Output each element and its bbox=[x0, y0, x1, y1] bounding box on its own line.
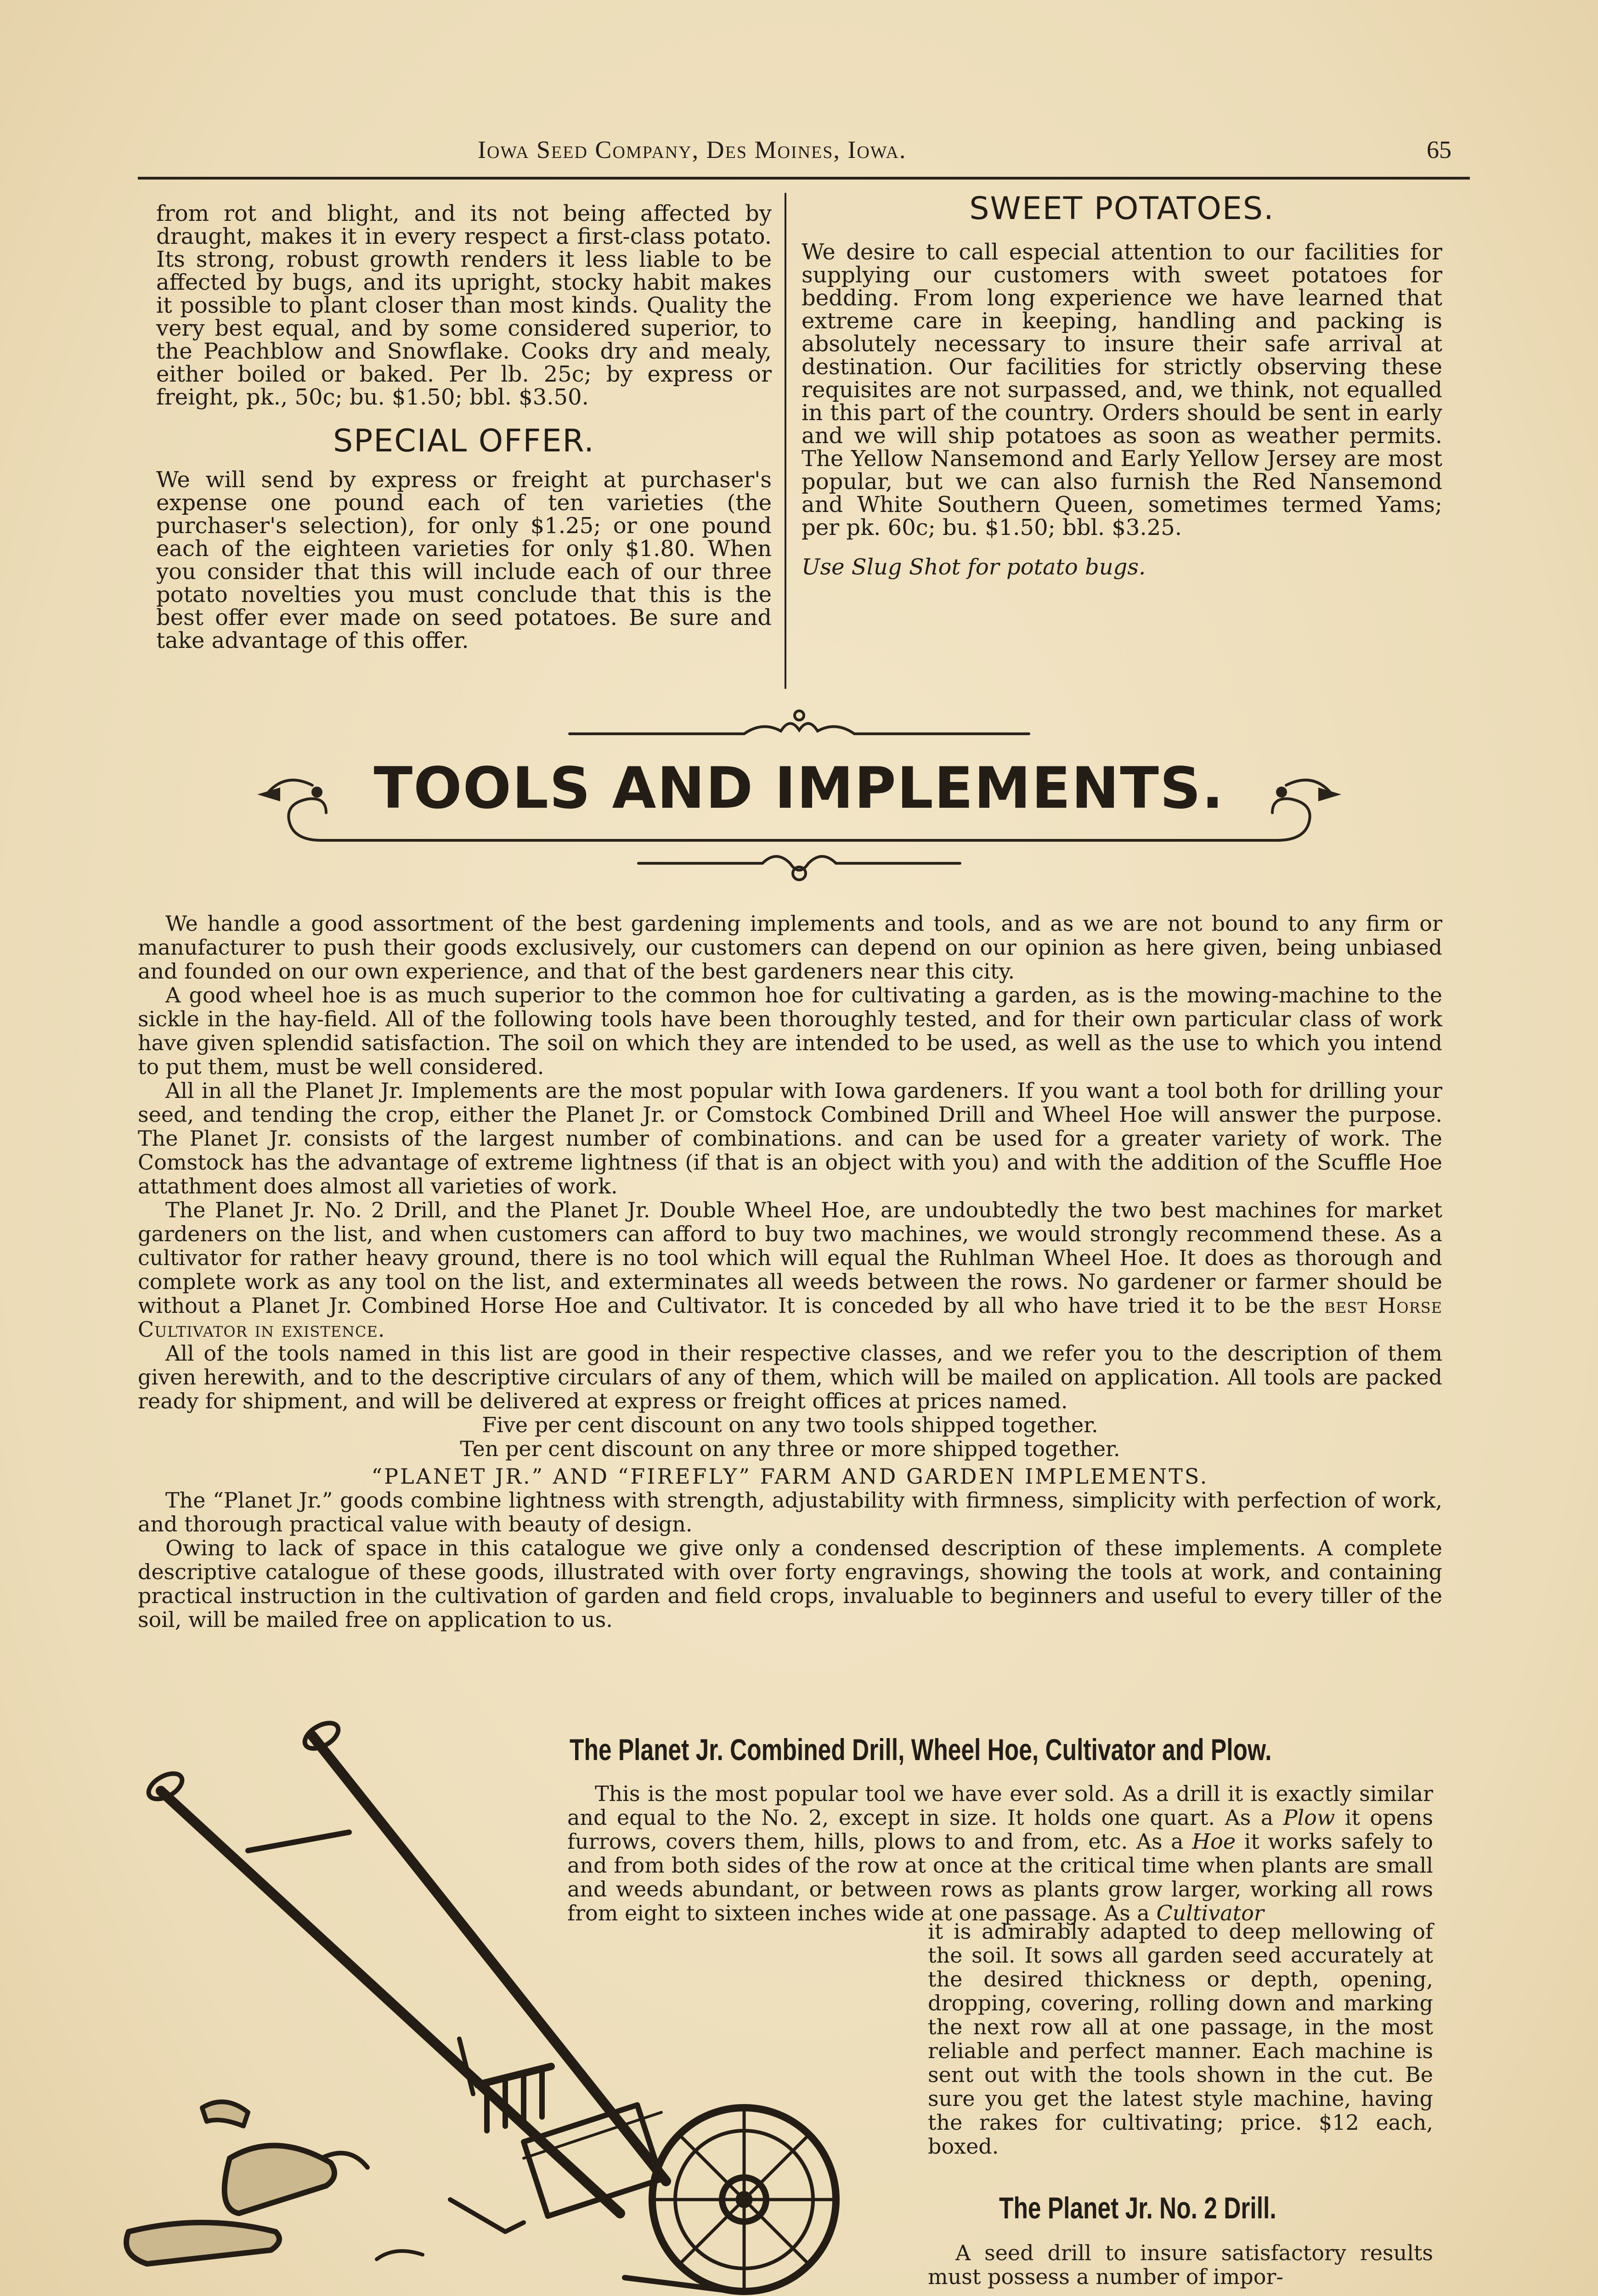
column-divider bbox=[785, 193, 786, 689]
planet-firefly-heading: “PLANET JR.” AND “FIREFLY” FARM AND GARDEN IMPLEMENTS. bbox=[371, 1464, 1209, 1489]
tools-paragraph-4 bbox=[138, 1198, 1442, 1341]
no2-drill-text-block bbox=[928, 2241, 1433, 2289]
tools-paragraph-5: All of the tools named in this list are good in their respective classes, and we refer you to the description of them given herewith, and to the descriptive circulars of any of them, which will be mailed on application. All tools are packed ready for shipment, and will be delivered at express or freight offices at prices named. bbox=[138, 1341, 1442, 1413]
left-column bbox=[156, 202, 772, 652]
combined-drill-text-b: it opens furrows, covers them, hills, plows to and from, etc. As a bbox=[567, 1805, 1433, 1854]
combined-drill-continued bbox=[928, 1919, 1433, 2158]
tools-paragraph-4-text: The Planet Jr. No. 2 Drill, and the Planet Jr. Double Wheel Hoe, are undoubtedly the two best machines for market gardeners on the list, and when customers can afford to buy two machines, we would strongly recommend these. As a cultivator for rather heavy ground, there is no tool which will equal the Ruhlman Wheel Hoe. It does as thorough and complete work as any tool on the list, and exterminates all weeds between the rows. No gardener or farmer should be without a Planet Jr. Combined Horse Hoe and Cultivator. It is conceded by all who have tried it to be the bbox=[138, 1198, 1442, 1318]
combined-drill-description bbox=[567, 1782, 1433, 1925]
combined-drill-text-block bbox=[567, 1782, 1433, 1925]
tools-and-implements-heading: TOOLS AND IMPLEMENTS. bbox=[373, 755, 1225, 822]
tools-paragraph-2: A good wheel hoe is as much superior to the common hoe for cultivating a garden, as is the mowing-machine to the sickle in the hay-field. All of the following tools have been thoroughly tested, and for their own particular class of work have given splendid satisfaction. The soil on which they are intended to be used, as well as the use to which you intend to put them, must be well considered. bbox=[138, 983, 1442, 1079]
special-offer-heading: SPECIAL OFFER. bbox=[333, 423, 595, 459]
combined-drill-text-c: it works safely to and from both sides of the row at once at the critical time when plants are small and weeds abundant, or between rows as plants grow larger, working all rows from eight to sixteen inches wide at one passage. As a bbox=[567, 1829, 1434, 1925]
slug-shot-note: Use Slug Shot for potato bugs. bbox=[802, 554, 1146, 580]
discount-three-tools: Ten per cent discount on any three or more shipped together. bbox=[460, 1436, 1120, 1461]
running-title: Iowa Seed Company, Des Moines, Iowa. bbox=[478, 136, 907, 163]
cultivator-word: Cultivator bbox=[1156, 1901, 1264, 1925]
combined-drill-text-a: This is the most popular tool we have ever sold. As a drill it is exactly similar and equal to the No. 2, except in size. It holds one quart. As a bbox=[567, 1781, 1433, 1830]
potato-description: from rot and blight, and its not being affected by draught, makes it in every respect a first-class potato. Its strong, robust growth renders it less liable to be affected by bugs, and its upright, stocky habit makes it possible to plant closer than most kinds. Quality the very best equal, and by some considered superior, to the Peachblow and Snowflake. Cooks dry and mealy, either boiled or baked. Per lb. 25c; by express or freight, pk., 50c; bu. $1.50; bbl. $3.50. bbox=[156, 201, 772, 410]
running-head bbox=[138, 131, 1470, 180]
tools-body bbox=[138, 912, 1442, 1632]
right-column bbox=[802, 191, 1442, 580]
best-horse-cultivator: best Horse Cultivator in existence. bbox=[138, 1293, 1442, 1342]
hoe-word: Hoe bbox=[1192, 1829, 1236, 1854]
special-offer-text: We will send by express or freight at purchaser's expense one pound each of ten varieties (the purchaser's selection), for only $1.25; or one pound each of the eighteen varieties for only $1.80. When you consider that this will include each of our three potato novelties you must conclude that this is the best offer ever made on seed potatoes. Be sure and take advantage of this offer. bbox=[156, 467, 772, 653]
discount-two-tools: Five per cent discount on any two tools shipped together. bbox=[482, 1412, 1098, 1437]
planet-paragraph-1: The “Planet Jr.” goods combine lightness with strength, adjustability with firmness, simplicity with perfection of work, and thorough practical value with beauty of design. bbox=[138, 1488, 1442, 1536]
sweet-potatoes-text: We desire to call especial attention to our facilities for supplying our customers with sweet potatoes for bedding. From long experience we have learned that extreme care in keeping, handling and packing is absolutely necessary to insure their safe arrival at destination. Our facilities for strictly observing these requisites are not surpassed, and, we think, not equalled in this part of the country. Orders should be sent in early and we will ship potatoes as soon as weather permits. The Yellow Nansemond and Early Yellow Jersey are most popular, but we can also furnish the Red Nansemond and White Southern Queen, sometimes termed Yams; per pk. 60c; bu. $1.50; bbl. $3.25. bbox=[802, 239, 1442, 540]
sweet-potatoes-heading: SWEET POTATOES. bbox=[969, 191, 1275, 227]
planet-paragraph-2: Owing to lack of space in this catalogue we give only a condensed description of these implements. A complete descriptive catalogue of these goods, illustrated with over forty engravings, showing the tools at work, and containing practical instruction in the cultivation of garden and field crops, invaluable to beginners and useful to every tiller of the soil, will be mailed free on application to us. bbox=[138, 1536, 1442, 1632]
combined-drill-text-d: it is admirably adapted to deep mellowing of the soil. It sows all garden seed accurately at the desired thickness or depth, opening, dropping, covering, rolling down and marking the next row all at one passage, in the most reliable and perfect manner. Each machine is sent out with the tools shown in the cut. Be sure you get the latest style machine, having the rakes for cultivating; price. $12 each, boxed. bbox=[928, 1919, 1433, 2159]
plow-word: Plow bbox=[1283, 1805, 1335, 1830]
no2-drill-text: A seed drill to insure satisfactory results must possess a number of impor- bbox=[928, 2240, 1433, 2289]
tools-paragraph-1: We handle a good assortment of the best gardening implements and tools, and as we are not bound to any firm or manufacturer to push their goods exclusively, our customers can depend on our opinion as here given, being unbiased and founded on our own experience, and that of the best gardeners near this city. bbox=[138, 911, 1442, 984]
page-number: 65 bbox=[1427, 136, 1451, 163]
tools-paragraph-3: All in all the Planet Jr. Implements are the most popular with Iowa gardeners. If you want a tool both for drilling your seed, and tending the crop, either the Planet Jr. or Comstock Combined Drill and Wheel Hoe will answer the purpose. The Planet Jr. consists of the largest number of combinations. and can be used for a greater variety of work. The Comstock has the advantage of extreme lightness (if that is an object with you) and with the addition of the Scuffle Hoe attathment does almost all varieties of work. bbox=[138, 1078, 1442, 1199]
no2-drill-heading: The Planet Jr. No. 2 Drill. bbox=[999, 2191, 1276, 2225]
combined-drill-heading: The Planet Jr. Combined Drill, Wheel Hoe, Cultivator and Plow. bbox=[570, 1733, 1272, 1767]
